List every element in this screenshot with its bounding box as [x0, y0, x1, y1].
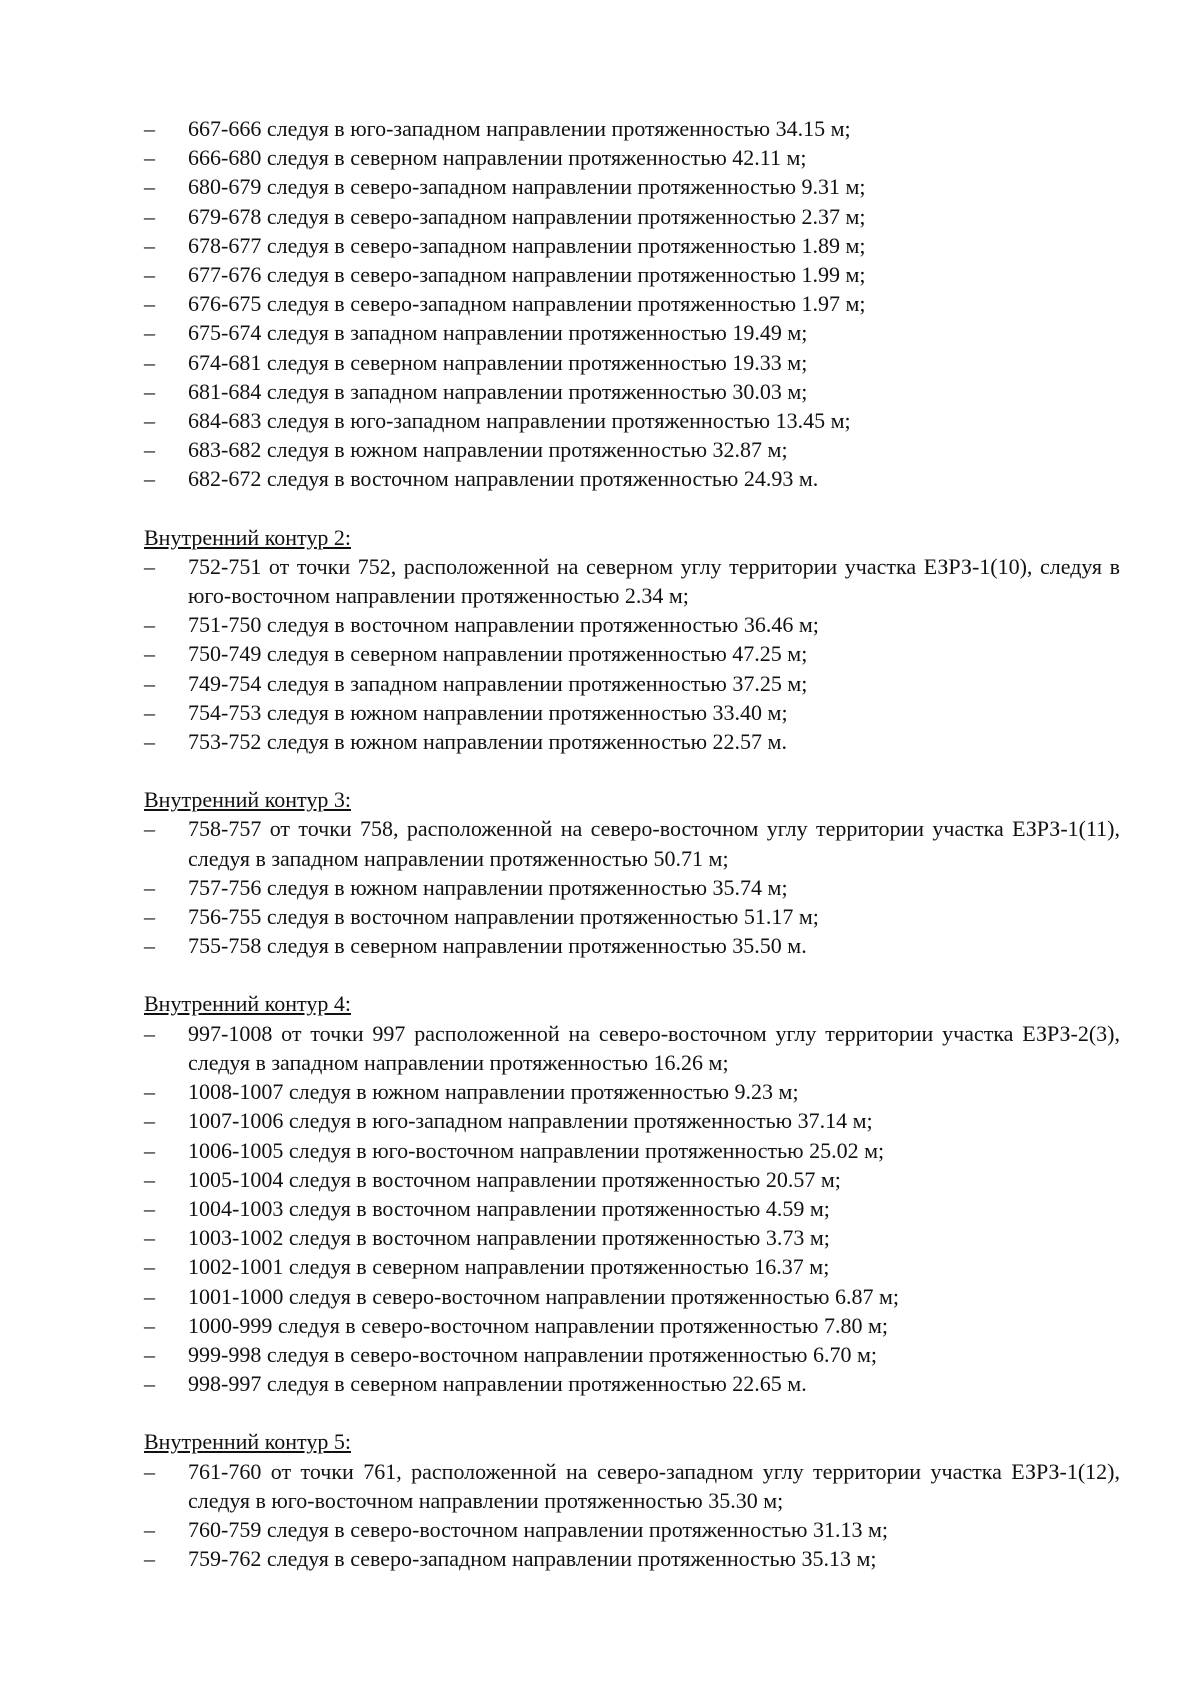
- list-item: [144, 552, 1120, 610]
- list-item-text: 754-753 следуя в южном направлении протяженностью 33.40 м;: [188, 699, 788, 725]
- bullet-dash: –: [144, 1166, 155, 1192]
- list-item: [144, 260, 1120, 289]
- list-item-text: 681-684 следуя в западном направлении протяженностью 30.03 м;: [188, 378, 808, 404]
- bullet-dash: –: [144, 904, 155, 930]
- bullet-dash: –: [144, 1108, 155, 1134]
- bullet-dash: –: [144, 466, 155, 492]
- bullet-dash: –: [144, 408, 155, 434]
- list-item: [144, 289, 1120, 318]
- bullet-dash: –: [144, 874, 155, 900]
- list-item: [144, 1252, 1120, 1281]
- bullet-dash: –: [144, 1137, 155, 1163]
- bullet-dash: –: [144, 553, 155, 579]
- list-item: [144, 873, 1120, 902]
- contour-2-heading: Внутренний контур 2:: [144, 524, 351, 550]
- list-item: [144, 1282, 1120, 1311]
- bullet-dash: –: [144, 116, 155, 141]
- list-item-text: 756-755 следуя в восточном направлении протяженностью 51.17 м;: [188, 904, 819, 930]
- bullet-dash: –: [144, 1458, 155, 1484]
- bullet-dash: –: [144, 816, 155, 842]
- list-item: [144, 1165, 1120, 1194]
- list-item: [144, 931, 1120, 960]
- list-item-text: 997-1008 от точки 997 расположенной на северо-восточном углу территории участка ЕЗРЗ-2(3), следуя в западном направлении протяженностью 16.26 м;: [188, 1020, 1120, 1075]
- list-item: [144, 435, 1120, 464]
- section-gap: [144, 756, 1120, 785]
- bullet-dash: –: [144, 1341, 155, 1367]
- bullet-dash: –: [144, 262, 155, 288]
- list-item-text: 676-675 следуя в северо-западном направлении протяженностью 1.97 м;: [188, 291, 866, 317]
- bullet-dash: –: [144, 378, 155, 404]
- bullet-dash: –: [144, 699, 155, 725]
- bullet-dash: –: [144, 145, 155, 171]
- contour-3-heading: Внутренний контур 3:: [144, 787, 351, 813]
- contour-4-section: [144, 989, 1120, 1398]
- list-item-text: 1003-1002 следуя в восточном направлении протяженностью 3.73 м;: [188, 1225, 830, 1251]
- bullet-dash: –: [144, 1195, 155, 1221]
- list-item-text: 677-676 следуя в северо-западном направлении протяженностью 1.99 м;: [188, 262, 866, 288]
- contour-5-section: [144, 1427, 1120, 1573]
- contour-3-section: [144, 785, 1120, 960]
- contour-4-heading: Внутренний контур 4:: [144, 991, 351, 1017]
- list-item: [144, 1457, 1120, 1515]
- list-item: [144, 1369, 1120, 1398]
- list-item-text: 683-682 следуя в южном направлении протяженностью 32.87 м;: [188, 437, 788, 463]
- bullet-dash: –: [144, 1516, 155, 1542]
- list-item: [144, 1311, 1120, 1340]
- list-item: [144, 669, 1120, 698]
- bullet-dash: –: [144, 349, 155, 375]
- list-item-text: 1005-1004 следуя в восточном направлении протяженностью 20.57 м;: [188, 1166, 841, 1192]
- list-item-text: 998-997 следуя в северном направлении протяженностью 22.65 м.: [188, 1371, 807, 1397]
- bullet-dash: –: [144, 612, 155, 638]
- list-item-text: 1008-1007 следуя в южном направлении протяженностью 9.23 м;: [188, 1079, 799, 1105]
- list-item: [144, 902, 1120, 931]
- list-item: [144, 377, 1120, 406]
- bullet-dash: –: [144, 232, 155, 258]
- contour-2-section: [144, 523, 1120, 757]
- list-item-text: 666-680 следуя в северном направлении протяженностью 42.11 м;: [188, 145, 807, 171]
- bullet-dash: –: [144, 1546, 155, 1572]
- section-gap: [144, 494, 1120, 523]
- list-item: [144, 1136, 1120, 1165]
- bullet-dash: –: [144, 1225, 155, 1251]
- list-item: [144, 1223, 1120, 1252]
- list-item: [144, 172, 1120, 201]
- bullet-dash: –: [144, 1283, 155, 1309]
- bullet-dash: –: [144, 641, 155, 667]
- bullet-dash: –: [144, 291, 155, 317]
- bullet-dash: –: [144, 1020, 155, 1046]
- list-item: [144, 348, 1120, 377]
- bullet-dash: –: [144, 1079, 155, 1105]
- bullet-dash: –: [144, 729, 155, 755]
- list-item-text: 755-758 следуя в северном направлении протяженностью 35.50 м.: [188, 933, 807, 959]
- list-item-text: 761-760 от точки 761, расположенной на северо-западном углу территории участка ЕЗРЗ-1(12), следуя в юго-восточном направлении протяженностью 35.30 м;: [188, 1458, 1120, 1513]
- list-item-text: 1000-999 следуя в северо-восточном направлении протяженностью 7.80 м;: [188, 1312, 889, 1338]
- list-item: [144, 464, 1120, 493]
- list-item: [144, 202, 1120, 231]
- list-item-text: 678-677 следуя в северо-западном направлении протяженностью 1.89 м;: [188, 232, 866, 258]
- list-item-text: 675-674 следуя в западном направлении протяженностью 19.49 м;: [188, 320, 808, 346]
- bullet-dash: –: [144, 933, 155, 959]
- list-item-text: 757-756 следуя в южном направлении протяженностью 35.74 м;: [188, 874, 788, 900]
- list-item-text: 1004-1003 следуя в восточном направлении протяженностью 4.59 м;: [188, 1195, 830, 1221]
- contour-5-heading: Внутренний контур 5:: [144, 1429, 351, 1455]
- list-item: [144, 114, 1120, 143]
- list-item-text: 1007-1006 следуя в юго-западном направлении протяженностью 37.14 м;: [188, 1108, 873, 1134]
- bullet-dash: –: [144, 1254, 155, 1280]
- list-item-text: 680-679 следуя в северо-западном направлении протяженностью 9.31 м;: [188, 174, 866, 200]
- list-item-text: 753-752 следуя в южном направлении протяженностью 22.57 м.: [188, 729, 787, 755]
- bullet-dash: –: [144, 174, 155, 200]
- bullet-dash: –: [144, 1312, 155, 1338]
- list-item: [144, 698, 1120, 727]
- list-item-text: 682-672 следуя в восточном направлении протяженностью 24.93 м.: [188, 466, 819, 492]
- list-item: [144, 1544, 1120, 1573]
- list-item-text: 750-749 следуя в северном направлении протяженностью 47.25 м;: [188, 641, 808, 667]
- bullet-dash: –: [144, 203, 155, 229]
- list-item-text: 1006-1005 следуя в юго-восточном направлении протяженностью 25.02 м;: [188, 1137, 885, 1163]
- bullet-dash: –: [144, 670, 155, 696]
- bullet-dash: –: [144, 437, 155, 463]
- list-item-text: 758-757 от точки 758, расположенной на северо-восточном углу территории участка ЕЗРЗ-1(11), следуя в западном направлении протяженностью 50.71 м;: [188, 816, 1120, 871]
- section-gap: [144, 1398, 1120, 1427]
- list-item: [144, 1019, 1120, 1077]
- list-item-text: 999-998 следуя в северо-восточном направлении протяженностью 6.70 м;: [188, 1341, 878, 1367]
- list-item: [144, 1194, 1120, 1223]
- bullet-dash: –: [144, 320, 155, 346]
- list-item: [144, 1077, 1120, 1106]
- list-item: [144, 1106, 1120, 1135]
- list-item: [144, 639, 1120, 668]
- list-item: [144, 318, 1120, 347]
- bullet-dash: –: [144, 1371, 155, 1397]
- list-item-text: 684-683 следуя в юго-западном направлении протяженностью 13.45 м;: [188, 408, 851, 434]
- list-item-text: 760-759 следуя в северо-восточном направлении протяженностью 31.13 м;: [188, 1516, 889, 1542]
- list-item-text: 752-751 от точки 752, расположенной на северном углу территории участка ЕЗРЗ-1(10), следуя в юго-восточном направлении протяженностью 2.34 м;: [188, 553, 1120, 609]
- list-item: [144, 143, 1120, 172]
- list-item: [144, 727, 1120, 756]
- list-item: [144, 814, 1120, 872]
- list-item: [144, 1340, 1120, 1369]
- list-item-text: 749-754 следуя в западном направлении протяженностью 37.25 м;: [188, 670, 808, 696]
- list-item-text: 751-750 следуя в восточном направлении протяженностью 36.46 м;: [188, 612, 819, 638]
- list-item: [144, 1515, 1120, 1544]
- list-item-text: 667-666 следуя в юго-западном направлении протяженностью 34.15 м;: [188, 116, 851, 141]
- list-item: [144, 231, 1120, 260]
- list-item-text: 679-678 следуя в северо-западном направлении протяженностью 2.37 м;: [188, 203, 866, 229]
- list-item-text: 759-762 следуя в северо-западном направлении протяженностью 35.13 м;: [188, 1546, 877, 1572]
- document-content: [144, 114, 1120, 1573]
- list-item-text: 1001-1000 следуя в северо-восточном направлении протяженностью 6.87 м;: [188, 1283, 900, 1309]
- list-item: [144, 406, 1120, 435]
- list-item-text: 674-681 следуя в северном направлении протяженностью 19.33 м;: [188, 349, 808, 375]
- section-gap: [144, 960, 1120, 989]
- list-item-text: 1002-1001 следуя в северном направлении протяженностью 16.37 м;: [188, 1254, 830, 1280]
- list-item: [144, 610, 1120, 639]
- intro-list: [144, 114, 1120, 494]
